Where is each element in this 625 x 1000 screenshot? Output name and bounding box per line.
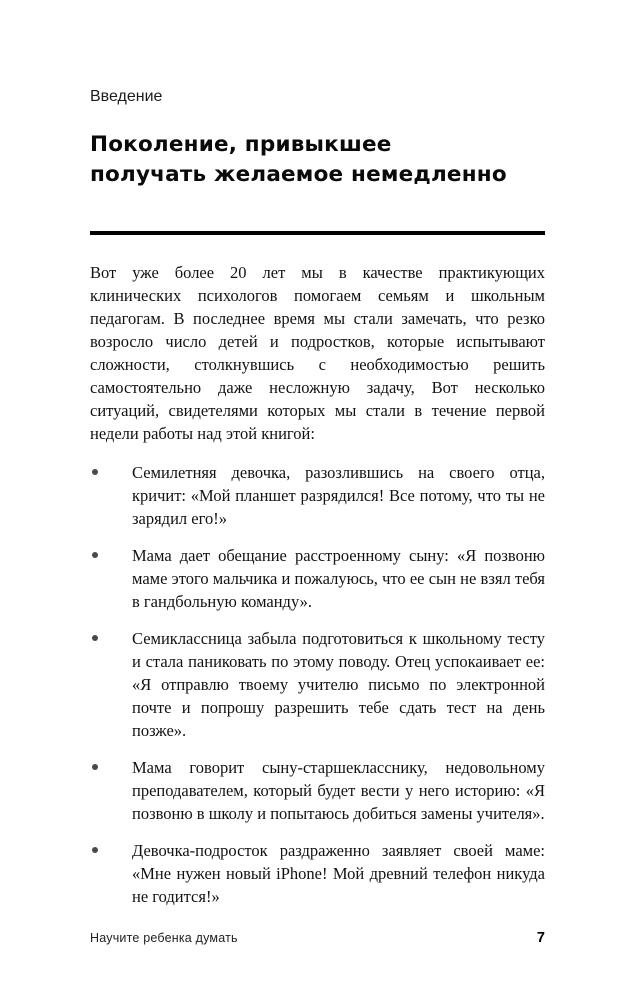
running-title: Научите ребенка думать — [90, 931, 238, 945]
bullet-dot-icon — [92, 469, 98, 475]
bullet-item — [90, 461, 545, 530]
bullet-text: Мама говорит сыну-старшекласснику, недовольному преподавателем, который будет вести у него историю: «Я позвоню в школу и попытаюсь добиться замены учителя». — [132, 758, 545, 824]
bullet-text: Мама дает обещание расстроенному сыну: «Я позвоню маме этого мальчика и пожалуюсь, что ее сын не взял тебя в гандбольную команду». — [132, 546, 545, 612]
bullet-text: Семилетняя девочка, разозлившись на своего отца, кричит: «Мой планшет разрядился! Все потому, что ты не зарядил его!» — [132, 463, 545, 529]
intro-paragraph: Вот уже более 20 лет мы в качестве практикующих клинических психологов помогаем семьям и школьным педагогам. В последнее время мы стали замечать, что резко возросло число детей и подростков, которые испытывают сложности, столкнувшись с необходимостью решить самостоятельно даже несложную задачу, Вот несколько ситуаций, свидетелями которых мы стали в течение первой недели работы над этой книгой: — [90, 263, 545, 444]
bullet-text: Девочка-подросток раздраженно заявляет своей маме: «Мне нужен новый iPhone! Мой древний телефон никуда не годится!» — [132, 841, 545, 907]
bullet-item — [90, 544, 545, 613]
chapter-title-line2: получать желаемое немедленно — [90, 161, 507, 187]
bullet-list — [90, 461, 545, 908]
bullet-item — [90, 627, 545, 742]
section-kicker: Введение — [90, 88, 163, 105]
divider-rule — [90, 231, 545, 235]
bullet-dot-icon — [92, 847, 98, 853]
chapter-title-line1: Поколение, привыкшее — [90, 132, 392, 157]
page-footer — [90, 930, 545, 946]
bullet-item — [90, 839, 545, 908]
bullet-dot-icon — [92, 635, 98, 641]
bullet-dot-icon — [92, 764, 98, 770]
page-number: 7 — [536, 930, 545, 946]
bullet-dot-icon — [92, 552, 98, 558]
bullet-text: Семиклассница забыла подготовиться к школьному тесту и стала паниковать по этому поводу. Отец успокаивает ее: «Я отправлю твоему учителю письмо по электронной почте и попрошу разрешить тебе сдать тест на день позже». — [132, 629, 545, 741]
bullet-item — [90, 756, 545, 825]
chapter-title — [90, 130, 545, 189]
